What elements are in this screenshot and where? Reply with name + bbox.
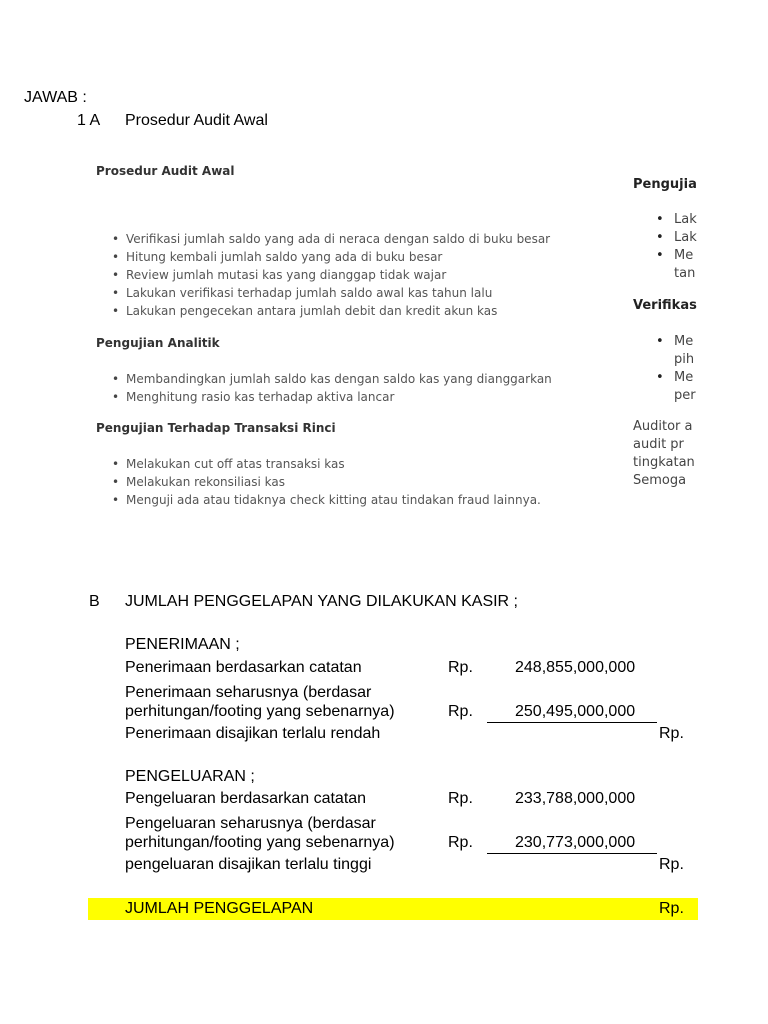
list-item: • Membandingkan jumlah saldo kas dengan saldo kas yang dianggarkan [126,370,552,388]
list-item: per [674,388,696,403]
embedded-right-paragraph-line: Auditor a [633,419,693,434]
embedded-list-analitik [88,370,552,406]
penerimaan-catatan-label: Penerimaan berdasarkan catatan [125,659,362,676]
embedded-right-list-2 [636,333,696,405]
penerimaan-catatan-value: 248,855,000,000 [515,659,636,676]
embedded-right-paragraph-line: Semoga [633,473,687,488]
section-title: Prosedur Audit Awal [125,112,268,129]
currency-label: Rp. [448,659,473,676]
embedded-screenshot [88,152,698,512]
pengeluaran-seharusnya-value: 230,773,000,000 [515,834,636,851]
pengeluaran-seharusnya-label-1: Pengeluaran seharusnya (berdasar [125,815,376,832]
embedded-heading-prosedur: Prosedur Audit Awal [96,164,235,178]
list-item: • Me [674,247,697,265]
currency-label: Rp. [448,703,473,720]
currency-label: Rp. [659,856,684,873]
list-item: • Melakukan rekonsiliasi kas [126,473,541,491]
list-item: • Me [674,333,696,351]
embedded-list-prosedur [88,230,550,320]
question-number: 1 A [77,112,101,129]
currency-label: Rp. [448,790,473,807]
list-item: • Lakukan pengecekan antara jumlah debit dan kredit akun kas [126,302,550,320]
answer-label: JAWAB : [24,89,87,106]
currency-label: Rp. [448,834,473,851]
total-label: JUMLAH PENGGELAPAN [125,900,314,917]
penerimaan-seharusnya-value: 250,495,000,000 [515,703,636,720]
pengeluaran-catatan-value: 233,788,000,000 [515,790,636,807]
list-item: • Verifikasi jumlah saldo yang ada di neraca dengan saldo di buku besar [126,230,550,248]
pengeluaran-seharusnya-label-2: perhitungan/footing yang sebenarnya) [125,834,395,851]
pengeluaran-tinggi-label: pengeluaran disajikan terlalu tinggi [125,856,372,873]
list-item: • Me [674,369,696,387]
penerimaan-rendah-label: Penerimaan disajikan terlalu rendah [125,725,381,742]
embedded-right-paragraph-line: tingkatan [633,455,695,470]
embedded-list-transaksi [88,455,541,509]
embedded-heading-analitik: Pengujian Analitik [96,336,220,350]
list-item: • Lak [674,229,697,247]
list-item: tan [674,266,696,281]
section-b-letter: B [89,593,100,610]
list-item: • Menguji ada atau tidaknya check kitting atau tindakan fraud lainnya. [126,491,541,509]
underline-divider [487,853,657,854]
embedded-right-paragraph-line: audit pr [633,437,684,452]
list-item: • Menghitung rasio kas terhadap aktiva lancar [126,388,552,406]
list-item: • Review jumlah mutasi kas yang dianggap tidak wajar [126,266,550,284]
embedded-right-heading-pengujian: Pengujia [633,177,697,192]
penerimaan-heading: PENERIMAAN ; [125,636,240,653]
section-b-title: JUMLAH PENGGELAPAN YANG DILAKUKAN KASIR ; [125,593,518,610]
list-item: pih [674,352,695,367]
currency-label: Rp. [659,725,684,742]
penerimaan-seharusnya-label-2: perhitungan/footing yang sebenarnya) [125,703,395,720]
currency-label: Rp. [659,900,684,917]
list-item: • Melakukan cut off atas transaksi kas [126,455,541,473]
embedded-heading-transaksi: Pengujian Terhadap Transaksi Rinci [96,421,336,435]
pengeluaran-heading: PENGELUARAN ; [125,768,255,785]
underline-divider [487,722,657,723]
embedded-right-heading-verifikasi: Verifikas [633,298,697,313]
list-item: • Lak [674,211,697,229]
pengeluaran-catatan-label: Pengeluaran berdasarkan catatan [125,790,367,807]
embedded-right-list-1 [636,211,697,283]
penerimaan-seharusnya-label-1: Penerimaan seharusnya (berdasar [125,684,372,701]
list-item: • Lakukan verifikasi terhadap jumlah saldo awal kas tahun lalu [126,284,550,302]
list-item: • Hitung kembali jumlah saldo yang ada di buku besar [126,248,550,266]
